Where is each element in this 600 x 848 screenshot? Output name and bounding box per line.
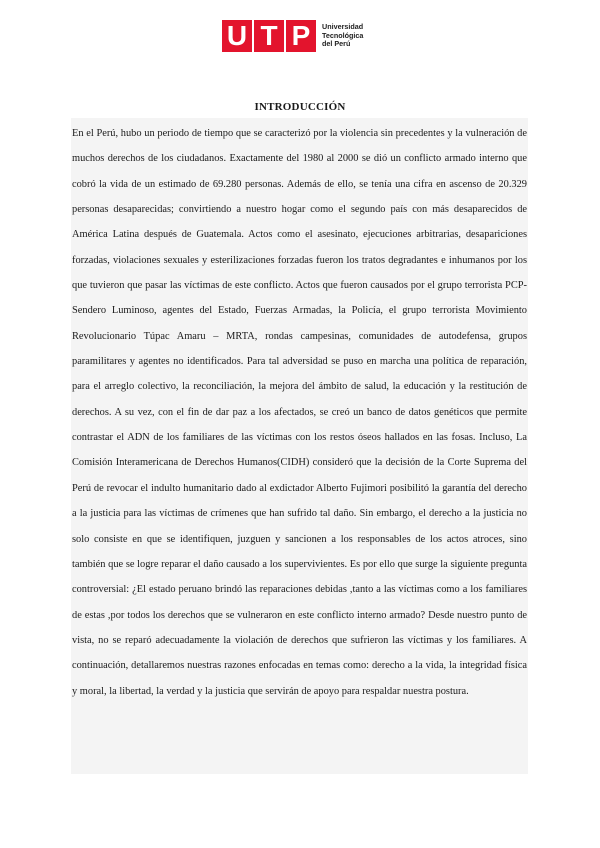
logo-letter-t: T <box>254 20 284 52</box>
logo-text-line-1: Universidad <box>322 22 364 32</box>
logo-letter-p: P <box>286 20 316 52</box>
utp-logo <box>222 20 363 52</box>
introduction-paragraph: En el Perú, hubo un periodo de tiempo que se caracterizó por la violencia sin precedentes y la vulneración de muchos derechos de los ciudadanos. Exactamente del 1980 al 2000 se dió un conflicto armado interno que cobró la vida de un estimado de 69.280 personas. Además de ello, se tenía una cifra en ascenso de 20.329 personas desaparecidas; convirtiendo a nuestro hogar como el segundo país con más desaparecidos de América Latina después de Guatemala. Actos como el asesinato, ejecuciones arbitrarias, desapariciones forzadas, violaciones sexuales y esterilizaciones forzadas fueron los tratos degradantes e inhumanos por los que tuvieron que pasar las víctimas de este conflicto. Actos que fueron causados por el grupo terrorista PCP-Sendero Luminoso, agentes del Estado, Fuerzas Armadas, la Policía, el grupo terrorista Movimiento Revolucionario Túpac Amaru – MRTA, rondas campesinas, comunidades de autodefensa, grupos paramilitares y agentes no identificados. Para tal adversidad se puso en marcha una política de reparación, para el arreglo colectivo, la reconciliación, la mejora del ámbito de salud, la educación y la restitución de derechos. A su vez, con el fin de dar paz a los afectados, se creó un banco de datos genéticos que permite contrastar el ADN de los familiares de las víctimas con los restos óseos hallados en las fosas. Incluso, La Comisión Interamericana de Derechos Humanos(CIDH) consideró que la decisión de la Corte Suprema del Perú de revocar el indulto humanitario dado al exdictador Alberto Fujimori posibilitó la garantía del derecho a la justicia para las víctimas de crímenes que han sufrido tal daño. Sin embargo, el derecho a la justicia no solo consiste en que se identifiquen, juzguen y sancionen a los responsables de los actos atroces, sino también que se logre reparar el daño causado a los supervivientes. Es por ello que surge la siguiente pregunta controversial: ¿El estado peruano brindó las reparaciones debidas ,tanto a las víctimas como a los familiares de estas ,por todos los derechos que se vulneraron en este conflicto interno armado? Desde nuestro punto de vista, no se reparó adecuadamente la violación de derechos que sufrieron las víctimas y los familiares. A continuación, detallaremos nuestras razones enfocadas en temas como: derecho a la vida, la integridad física y moral, la libertad, la verdad y la justicia que servirán de apoyo para respaldar nuestra postura. <box>72 128 527 697</box>
logo-letters <box>222 20 316 52</box>
logo-text-line-3: del Perú <box>322 39 351 49</box>
logo-university-name <box>322 23 363 48</box>
logo-letter-u: U <box>222 20 252 52</box>
logo-text-line-2: Tecnológica <box>322 30 364 40</box>
document-title: INTRODUCCIÓN <box>254 101 346 113</box>
